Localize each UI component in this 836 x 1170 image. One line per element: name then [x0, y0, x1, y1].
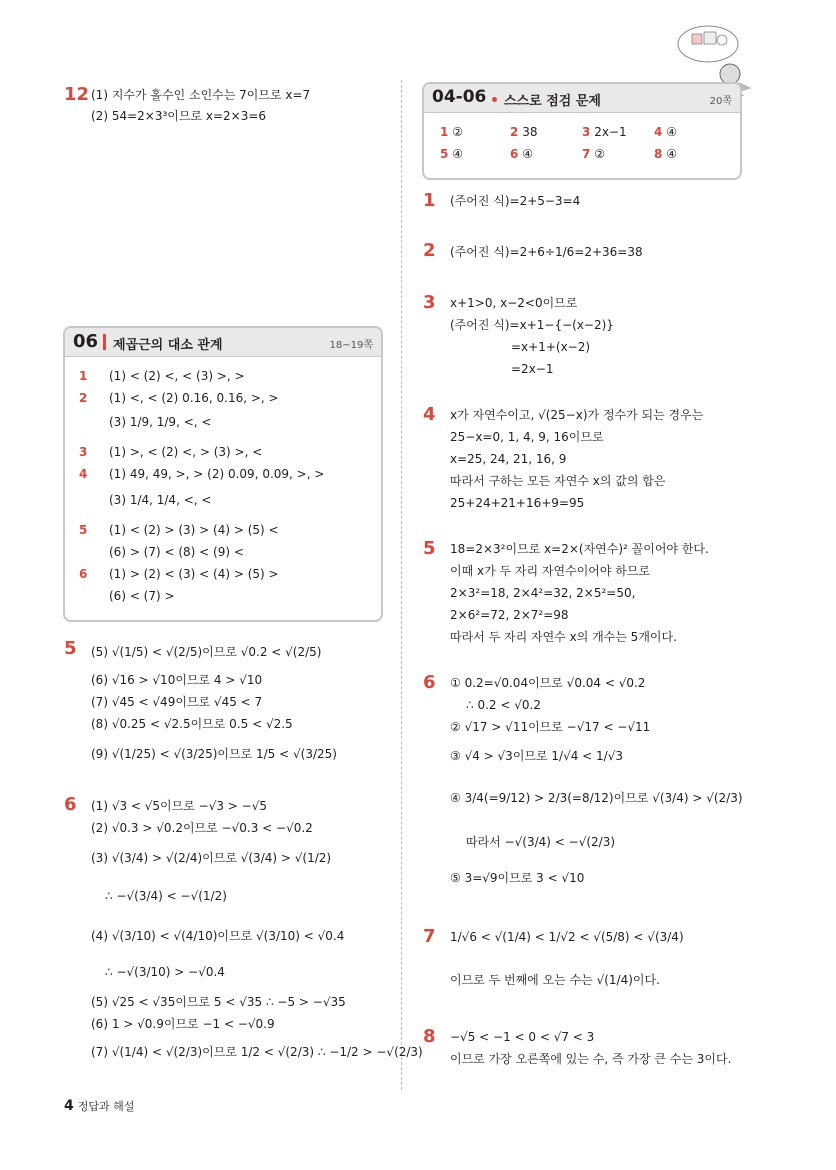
question-5-line: 따라서 두 자리 자연수 x의 개수는 5개이다.: [450, 630, 677, 644]
answer-row-number: 2: [79, 391, 88, 405]
problem-6-line: (3) √(3/4) > √(2/4)이므로 √(3/4) > √(1/2): [91, 851, 332, 865]
question-4-number: 4: [423, 404, 436, 425]
question-8-number: 8: [423, 1026, 436, 1047]
answer-number: 2: [510, 125, 519, 139]
problem-12-number: 12: [64, 84, 90, 105]
answer-number: 3: [582, 125, 591, 139]
question-4-line: 25−x=0, 1, 4, 9, 16이므로: [450, 430, 604, 444]
answer-number: 8: [654, 147, 663, 161]
problem-6-line: ∴ −√(3/4) < −√(1/2): [105, 889, 227, 903]
answer-row: (1) > (2) < (3) < (4) > (5) >: [109, 567, 279, 581]
question-6-number: 6: [423, 672, 436, 693]
self-check-number: 04-06: [432, 87, 487, 107]
question-7-line: 1/√6 < √(1/4) < 1/√2 < √(5/8) < √(3/4): [450, 930, 684, 944]
problem-5-line: (5) √(1/5) < √(2/5)이므로 √0.2 < √(2/5): [91, 645, 322, 659]
self-check-title: 스스로 점검 문제: [504, 94, 601, 109]
question-6-line: ⑤ 3=√9이므로 3 < √10: [450, 871, 585, 885]
section-06-header: [65, 328, 381, 357]
problem-6-number: 6: [64, 794, 77, 815]
problem-6-line: ∴ −√(3/10) > −√0.4: [105, 965, 225, 979]
question-3-number: 3: [423, 292, 436, 313]
answer-row: (6) > (7) < (8) < (9) <: [109, 545, 244, 559]
question-4-line: x=25, 24, 21, 16, 9: [450, 452, 567, 466]
page-number: 4: [64, 1098, 74, 1114]
answer-row: (1) < (2) <, < (3) >, >: [109, 369, 245, 383]
answer-row: (1) <, < (2) 0.16, 0.16, >, >: [109, 391, 279, 405]
section-06-box: [63, 326, 383, 622]
problem-6-line: (5) √25 < √35이므로 5 < √35 ∴ −5 > −√35: [91, 995, 346, 1009]
answer-row: (1) >, < (2) <, > (3) >, <: [109, 445, 263, 459]
question-5-line: 2×3²=18, 2×4²=32, 2×5²=50,: [450, 586, 636, 600]
answer-value: ②: [452, 125, 463, 139]
question-1-line: (주어진 식)=2+5−3=4: [450, 194, 581, 208]
question-2-number: 2: [423, 240, 436, 261]
answer-row-number: 5: [79, 523, 88, 537]
question-6-line: ∴ 0.2 < √0.2: [466, 698, 541, 712]
question-3-line: (주어진 식)=x+1−{−(x−2)}: [450, 318, 614, 332]
answer-number: 4: [654, 125, 663, 139]
question-6-line: ④ 3/4(=9/12) > 2/3(=8/12)이므로 √(3/4) > √(2/3): [450, 791, 743, 805]
question-6-line: 따라서 −√(3/4) < −√(2/3): [466, 835, 616, 849]
answer-row-number: 1: [79, 369, 88, 383]
question-2-line: (주어진 식)=2+6÷1/6=2+36=38: [450, 245, 643, 259]
question-3-line: =x+1+(x−2): [511, 340, 591, 354]
answer-value: ④: [666, 147, 677, 161]
answer-row-number: 4: [79, 467, 88, 481]
question-8-line: 이므로 가장 오른쪽에 있는 수, 즉 가장 큰 수는 3이다.: [450, 1052, 732, 1066]
self-check-pages: 20쪽: [709, 96, 732, 107]
problem-6-line: (7) √(1/4) < √(2/3)이므로 1/2 < √(2/3) ∴ −1/2 > −√(2/3): [91, 1045, 423, 1059]
page-footer: [64, 1098, 134, 1114]
problem-12-line-2: (2) 54=2×3³이므로 x=2×3=6: [91, 109, 267, 123]
column-divider: [401, 80, 402, 1090]
answer-value: 2x−1: [594, 125, 627, 139]
problem-5-line: (9) √(1/25) < √(3/25)이므로 1/5 < √(3/25): [91, 747, 337, 761]
answer-row: (1) < (2) > (3) > (4) > (5) <: [109, 523, 279, 537]
problem-6-line: (4) √(3/10) < √(4/10)이므로 √(3/10) < √0.4: [91, 929, 345, 943]
question-1-number: 1: [423, 190, 436, 211]
problem-5-line: (7) √45 < √49이므로 √45 < 7: [91, 695, 263, 709]
footer-label: 정답과 해설: [77, 1100, 135, 1113]
self-check-header: [424, 84, 740, 113]
question-5-line: 이때 x가 두 자리 자연수이어야 하므로: [450, 564, 651, 578]
question-4-line: 25+24+21+16+9=95: [450, 496, 585, 510]
answer-row-number: 6: [79, 567, 88, 581]
question-5-number: 5: [423, 538, 436, 559]
question-4-line: x가 자연수이고, √(25−x)가 정수가 되는 경우는: [450, 408, 704, 422]
answer-number: 6: [510, 147, 519, 161]
question-3-line: x+1>0, x−2<0이므로: [450, 296, 578, 310]
problem-5-line: (6) √16 > √10이므로 4 > √10: [91, 673, 263, 687]
answer-value: ②: [594, 147, 605, 161]
question-5-line: 2×6²=72, 2×7²=98: [450, 608, 569, 622]
answer-row: (3) 1/4, 1/4, <, <: [109, 493, 212, 507]
problem-6-line: (6) 1 > √0.9이므로 −1 < −√0.9: [91, 1017, 275, 1031]
problem-6-line: (1) √3 < √5이므로 −√3 > −√5: [91, 799, 268, 813]
answer-number: 5: [440, 147, 449, 161]
answer-number: 1: [440, 125, 449, 139]
answer-value: ④: [522, 147, 533, 161]
self-check-box: [422, 82, 742, 180]
answer-value: ④: [666, 125, 677, 139]
question-3-line: =2x−1: [511, 362, 554, 376]
question-6-line: ③ √4 > √3이므로 1/√4 < 1/√3: [450, 749, 624, 763]
question-7-number: 7: [423, 926, 436, 947]
question-4-line: 따라서 구하는 모든 자연수 x의 값의 합은: [450, 474, 666, 488]
problem-12-line-1: (1) 지수가 홀수인 소인수는 7이므로 x=7: [91, 88, 311, 102]
question-6-line: ① 0.2=√0.04이므로 √0.04 < √0.2: [450, 676, 646, 690]
problem-6-line: (2) √0.3 > √0.2이므로 −√0.3 < −√0.2: [91, 821, 313, 835]
problem-5-number: 5: [64, 638, 77, 659]
section-06-marker: [103, 334, 106, 350]
answer-row: (3) 1/9, 1/9, <, <: [109, 415, 212, 429]
question-8-line: −√5 < −1 < 0 < √7 < 3: [450, 1030, 595, 1044]
question-5-line: 18=2×3²이므로 x=2×(자연수)² 꼴이어야 한다.: [450, 542, 709, 556]
section-06-number: 06: [73, 331, 99, 352]
question-7-line: 이므로 두 번째에 오는 수는 √(1/4)이다.: [450, 973, 660, 987]
answer-value: 38: [522, 125, 538, 139]
section-06-pages: 18~19쪽: [329, 340, 373, 351]
answer-value: ④: [452, 147, 463, 161]
answer-row: (6) < (7) >: [109, 589, 175, 603]
answer-number: 7: [582, 147, 591, 161]
answer-row: (1) 49, 49, >, > (2) 0.09, 0.09, >, >: [109, 467, 325, 481]
question-6-line: ② √17 > √11이므로 −√17 < −√11: [450, 720, 651, 734]
problem-5-line: (8) √0.25 < √2.5이므로 0.5 < √2.5: [91, 717, 293, 731]
section-06-title: 제곱근의 대소 관계: [113, 338, 223, 353]
self-check-marker: [492, 97, 497, 102]
answer-row-number: 3: [79, 445, 88, 459]
